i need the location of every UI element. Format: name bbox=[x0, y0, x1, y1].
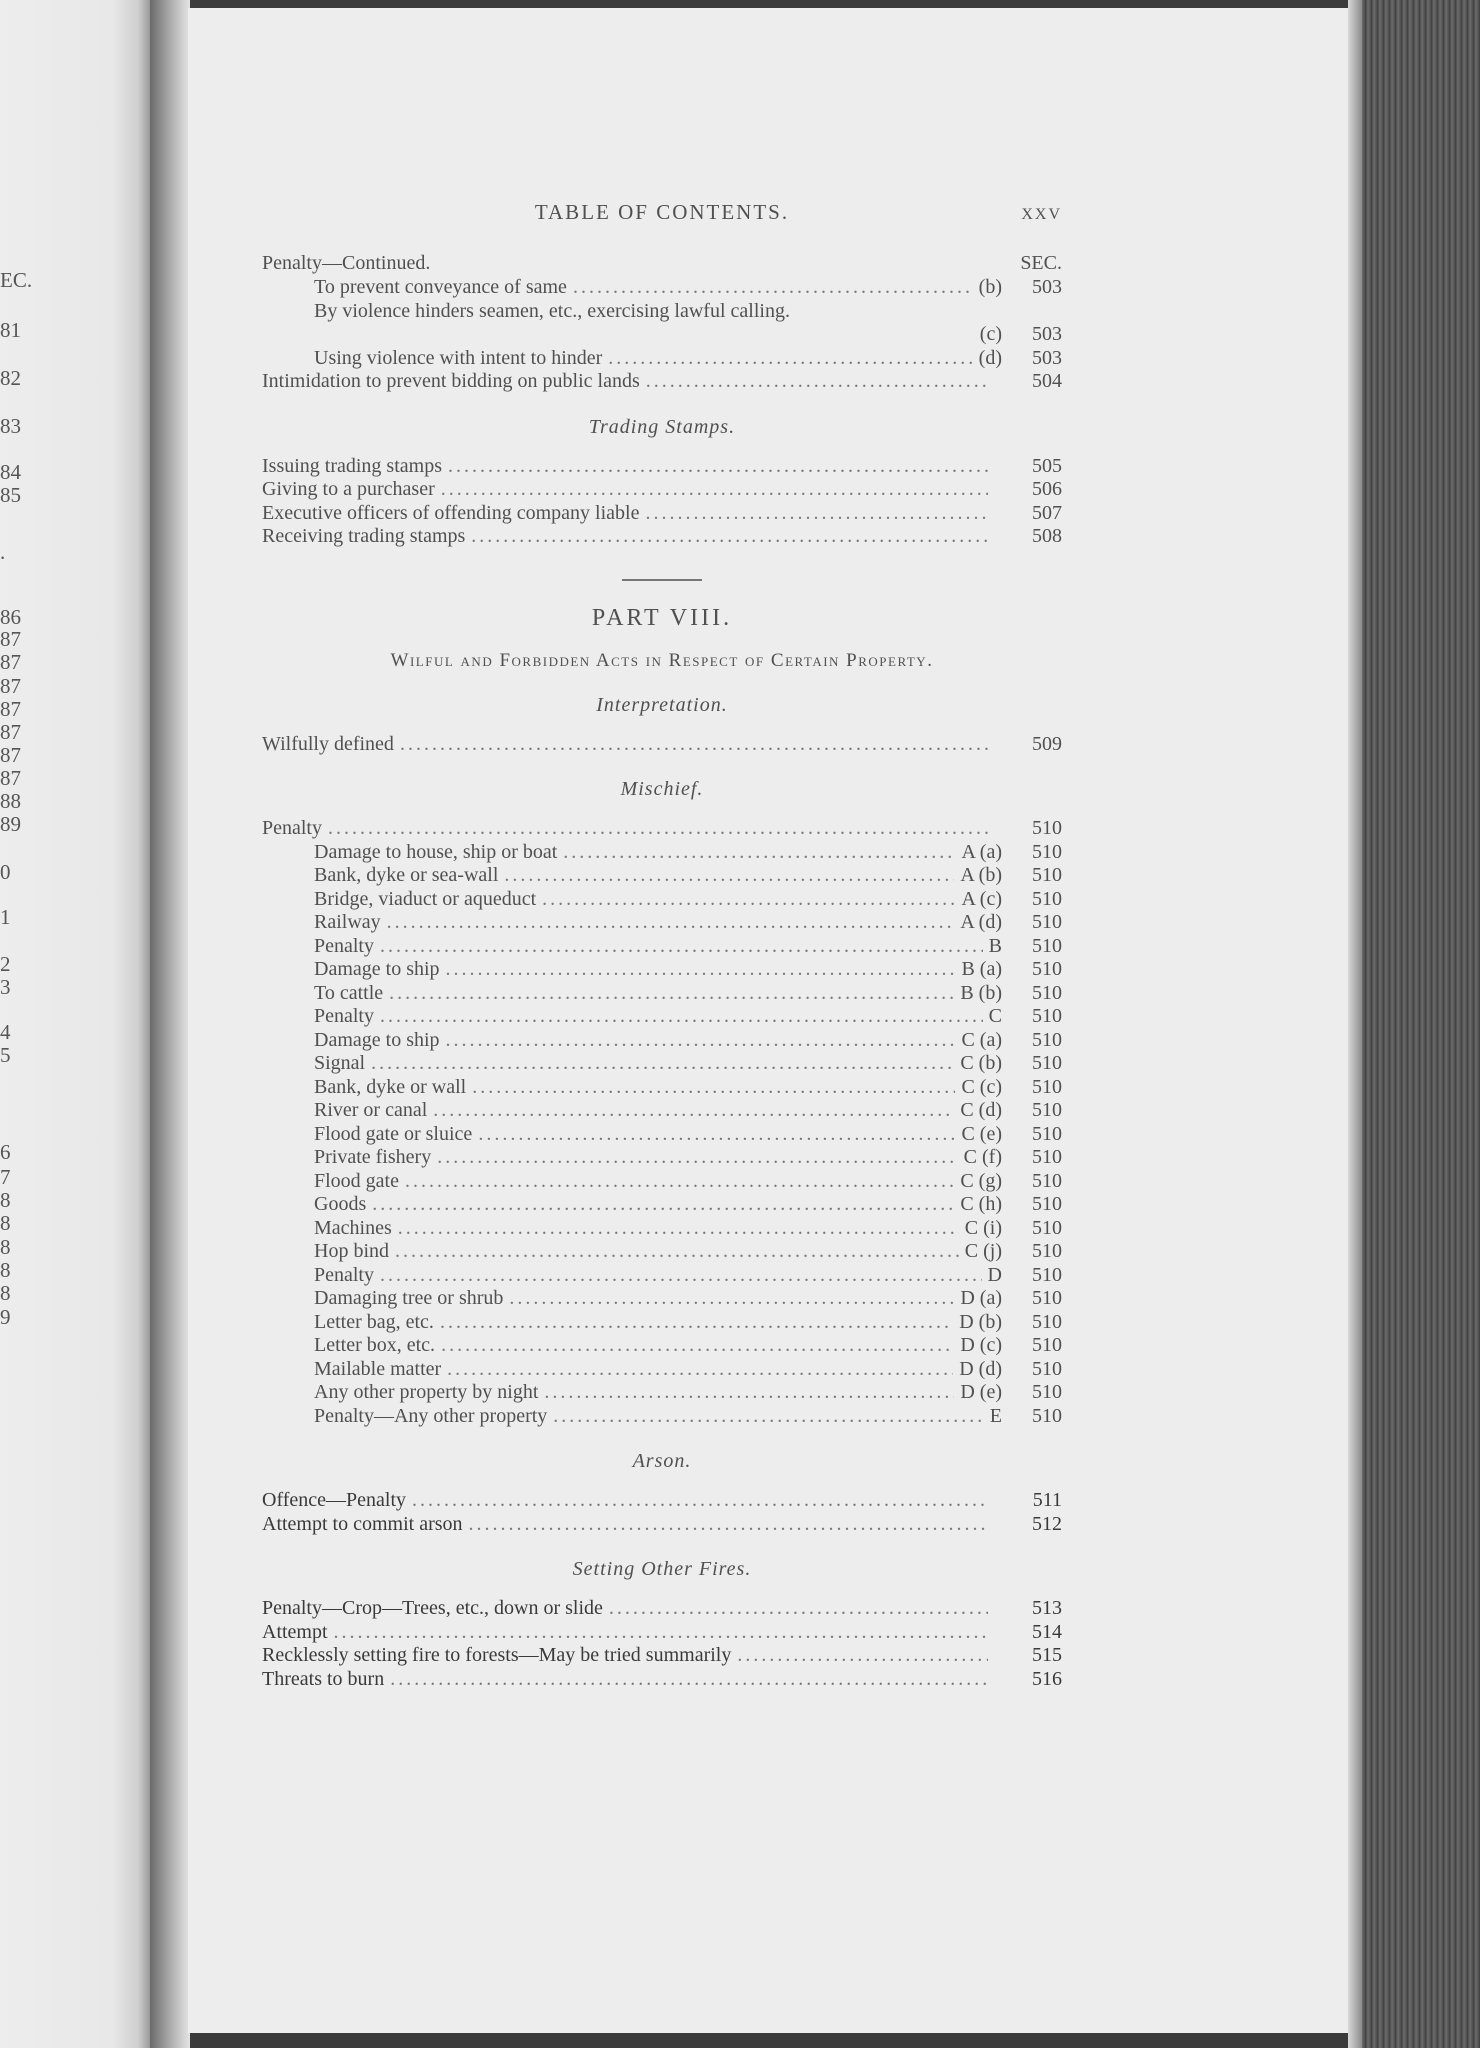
toc-entry-section-number: 510 bbox=[1032, 981, 1062, 1004]
toc-entry-section-number: 508 bbox=[1032, 525, 1062, 547]
leader-dots bbox=[440, 1311, 953, 1334]
leader-dots bbox=[380, 1264, 982, 1287]
toc-entry-label: Any other property by night bbox=[314, 1381, 539, 1403]
left-page-number: EC. bbox=[0, 268, 33, 292]
toc-entry-label: Bank, dyke or sea-wall bbox=[314, 864, 499, 886]
toc-entry bbox=[262, 1005, 1062, 1029]
toc-entry-label: Penalty bbox=[314, 934, 374, 957]
part-subtitle: Wilful and Forbidden Acts in Respect of Certain Property. bbox=[390, 649, 934, 671]
toc-entry bbox=[262, 323, 1062, 347]
toc-entry-subsection: C (j) bbox=[964, 1240, 1002, 1262]
toc-entry bbox=[262, 1146, 1062, 1170]
toc-entry-section-number: 516 bbox=[1032, 1667, 1062, 1690]
toc-entry-section-number: 513 bbox=[1032, 1597, 1062, 1619]
toc-entry-section-number: 510 bbox=[1032, 1193, 1062, 1215]
leader-dots bbox=[737, 1644, 988, 1667]
leader-dots bbox=[446, 1029, 956, 1052]
toc-entry bbox=[262, 1621, 1062, 1645]
toc-entry-label: Executive officers of offending company liable bbox=[262, 501, 640, 524]
leader-dots bbox=[441, 478, 988, 501]
toc-entry-subsection: C (i) bbox=[964, 1216, 1002, 1239]
toc-entry-label: Signal bbox=[314, 1052, 366, 1074]
left-page-number: 87 bbox=[0, 743, 21, 767]
left-page-number: 0 bbox=[0, 860, 11, 884]
toc-entry-label: Wilfully defined bbox=[262, 732, 394, 755]
toc-entry-section-number: 507 bbox=[1032, 501, 1062, 524]
left-page-margin bbox=[0, 0, 150, 2048]
left-page-number: 6 bbox=[0, 1140, 11, 1164]
toc-entry-label: To cattle bbox=[314, 981, 384, 1004]
left-page-number: 83 bbox=[0, 414, 21, 438]
left-page-number: 87 bbox=[0, 766, 21, 790]
toc-entry bbox=[262, 1489, 1062, 1513]
toc-entry-subsection: C (a) bbox=[961, 1028, 1002, 1051]
toc-entry-label: Goods bbox=[314, 1193, 367, 1215]
leader-dots bbox=[563, 841, 955, 864]
left-page-number: 85 bbox=[0, 483, 21, 507]
left-page-number: 2 bbox=[0, 952, 11, 976]
leader-dots bbox=[448, 455, 988, 478]
section-divider bbox=[622, 579, 702, 581]
toc-entry-section-number: 510 bbox=[1032, 1099, 1062, 1121]
toc-entry bbox=[262, 958, 1062, 982]
toc-entry bbox=[262, 525, 1062, 549]
toc-entry-label: Damage to ship bbox=[314, 1028, 440, 1051]
toc-entry-label: Letter bag, etc. bbox=[314, 1310, 434, 1333]
toc-entry-section-number: 510 bbox=[1032, 1146, 1062, 1168]
toc-entry bbox=[262, 1170, 1062, 1194]
left-page-number: 1 bbox=[0, 905, 11, 929]
toc-entry-subsection: A (a) bbox=[961, 840, 1002, 863]
page-number: XXV bbox=[1021, 206, 1062, 223]
trading-stamps-list bbox=[262, 455, 1062, 549]
leader-dots bbox=[608, 347, 972, 370]
toc-entry-subsection: B (b) bbox=[960, 981, 1002, 1004]
left-page-number: 8 bbox=[0, 1211, 11, 1235]
toc-entry-section-number: 504 bbox=[1032, 370, 1062, 392]
toc-entry bbox=[262, 478, 1062, 502]
leader-dots bbox=[441, 1334, 954, 1357]
arson-list bbox=[262, 1489, 1062, 1536]
toc-entry-label: Mailable matter bbox=[314, 1357, 442, 1380]
leader-dots bbox=[469, 1513, 988, 1536]
left-page-number: 87 bbox=[0, 697, 21, 721]
toc-entry bbox=[262, 1217, 1062, 1241]
toc-entry-section-number: 510 bbox=[1032, 840, 1062, 863]
leader-dots bbox=[334, 1621, 988, 1644]
toc-entry-section-number: 510 bbox=[1032, 958, 1062, 980]
toc-entry-label: Damaging tree or shrub bbox=[314, 1287, 504, 1309]
toc-entry-section-number: 510 bbox=[1032, 1052, 1062, 1074]
toc-entry-subsection: D (d) bbox=[959, 1357, 1002, 1380]
toc-entry-label: Attempt bbox=[262, 1620, 328, 1643]
toc-entry bbox=[262, 841, 1062, 865]
leader-dots bbox=[471, 525, 988, 548]
toc-entry-subsection: C (g) bbox=[960, 1169, 1002, 1192]
toc-entry bbox=[262, 817, 1062, 841]
left-page-number: 8 bbox=[0, 1188, 11, 1212]
left-page-number: 88 bbox=[0, 789, 21, 813]
toc-entry-section-number: 514 bbox=[1032, 1620, 1062, 1643]
toc-entry-section-number: 510 bbox=[1032, 911, 1062, 933]
toc-entry-label: Flood gate bbox=[314, 1169, 399, 1192]
toc-entry-subsection: D (a) bbox=[960, 1287, 1002, 1309]
section-heading-trading-stamps: Trading Stamps. bbox=[588, 415, 736, 438]
toc-entry-section-number: 510 bbox=[1032, 934, 1062, 957]
toc-entry-label: Private fishery bbox=[314, 1146, 432, 1168]
toc-entry-subsection: (d) bbox=[978, 346, 1002, 369]
toc-entry-label: Flood gate or sluice bbox=[314, 1122, 473, 1145]
toc-entry-section-number: 510 bbox=[1032, 1287, 1062, 1309]
leader-dots bbox=[398, 1217, 959, 1240]
leader-dots bbox=[372, 1193, 954, 1216]
toc-entry-subsection: D (e) bbox=[960, 1381, 1002, 1403]
toc-entry-label: Hop bind bbox=[314, 1240, 389, 1262]
toc-entry-label: Offence—Penalty bbox=[262, 1489, 407, 1511]
toc-entry-subsection: C (c) bbox=[961, 1075, 1002, 1098]
section-heading-setting-other-fires: Setting Other Fires. bbox=[572, 1558, 752, 1580]
leader-dots bbox=[553, 1405, 984, 1428]
toc-entry-label: Penalty—Any other property bbox=[314, 1404, 548, 1427]
section-heading-mischief: Mischief. bbox=[620, 778, 704, 800]
toc-entry-section-number: 510 bbox=[1032, 1381, 1062, 1403]
toc-entry-label: To prevent conveyance of same bbox=[314, 276, 567, 298]
toc-entry-subsection: C (h) bbox=[960, 1193, 1002, 1215]
toc-entry-label: Giving to a purchaser bbox=[262, 478, 435, 500]
toc-entry-section-number: 510 bbox=[1032, 1028, 1062, 1051]
setting-other-fires-list bbox=[262, 1597, 1062, 1691]
toc-entry-section-number: 515 bbox=[1032, 1644, 1062, 1666]
toc-entry-label: Recklessly setting fire to forests—May be tried summarily bbox=[262, 1644, 732, 1666]
toc-entry-section-number: 511 bbox=[1032, 1489, 1062, 1511]
toc-entry-section-number: 510 bbox=[1032, 1122, 1062, 1145]
toc-entry-label: Threats to burn bbox=[262, 1667, 385, 1690]
toc-entry-label: Penalty bbox=[314, 1263, 374, 1286]
toc-entry-section-number: 510 bbox=[1032, 1075, 1062, 1098]
toc-entry-subsection: D bbox=[987, 1263, 1002, 1286]
toc-entry-label: Penalty bbox=[314, 1005, 374, 1027]
toc-entry bbox=[262, 1076, 1062, 1100]
toc-entry-subsection: C (b) bbox=[960, 1052, 1002, 1074]
page-edges bbox=[1348, 0, 1480, 2048]
left-page-number: 8 bbox=[0, 1281, 11, 1305]
toc-entry bbox=[262, 1513, 1062, 1537]
toc-entry-section-number: 510 bbox=[1032, 1169, 1062, 1192]
continued-label: Penalty—Continued. bbox=[262, 252, 431, 274]
toc-entry-section-number: 510 bbox=[1032, 1357, 1062, 1380]
left-page-number: 5 bbox=[0, 1043, 11, 1067]
left-page-number: 9 bbox=[0, 1305, 11, 1329]
toc-entry-subsection: D (c) bbox=[960, 1334, 1002, 1356]
toc-entry-section-number: 509 bbox=[1032, 732, 1062, 755]
toc-entry-section-number: 510 bbox=[1032, 887, 1062, 910]
toc-entry bbox=[262, 1668, 1062, 1692]
left-page-number: 87 bbox=[0, 627, 21, 651]
left-page-number: 86 bbox=[0, 605, 21, 629]
leader-dots bbox=[544, 1381, 954, 1404]
page-header bbox=[262, 200, 1062, 240]
leader-dots bbox=[387, 911, 955, 934]
toc-entry-subsection: C (d) bbox=[960, 1099, 1002, 1121]
toc-entry-section-number: 510 bbox=[1032, 1005, 1062, 1027]
toc-entry-subsection: D (b) bbox=[959, 1310, 1002, 1333]
left-page-number: 87 bbox=[0, 674, 21, 698]
leader-dots bbox=[542, 888, 955, 911]
toc-entry-label: Damage to house, ship or boat bbox=[314, 840, 558, 863]
leader-dots bbox=[412, 1489, 988, 1512]
toc-entry-section-number: 503 bbox=[1032, 346, 1062, 369]
leader-dots bbox=[400, 733, 988, 756]
toc-entry bbox=[262, 1287, 1062, 1311]
toc-entry-subsection: B bbox=[988, 934, 1002, 957]
toc-entry-subsection: A (b) bbox=[960, 864, 1002, 886]
toc-entry-subsection: C (f) bbox=[963, 1146, 1002, 1168]
left-page-number: 7 bbox=[0, 1165, 11, 1189]
leader-dots bbox=[646, 370, 988, 393]
leader-dots bbox=[433, 1099, 954, 1122]
leader-dots bbox=[609, 1597, 988, 1620]
toc-entry bbox=[262, 1334, 1062, 1358]
leader-dots bbox=[478, 1123, 955, 1146]
toc-entry bbox=[262, 1311, 1062, 1335]
toc-entry-section-number: 510 bbox=[1032, 864, 1062, 886]
toc-entry bbox=[262, 1029, 1062, 1053]
toc-entry-label: Using violence with intent to hinder bbox=[314, 346, 603, 369]
leader-dots bbox=[446, 958, 956, 981]
section-heading-arson: Arson. bbox=[632, 1450, 692, 1472]
toc-entry-section-number: 512 bbox=[1032, 1512, 1062, 1535]
leader-dots bbox=[645, 502, 988, 525]
toc-entry-label: Attempt to commit arson bbox=[262, 1512, 463, 1535]
toc-entry-label: Railway bbox=[314, 911, 381, 933]
left-page-number: 89 bbox=[0, 812, 21, 836]
toc-entry bbox=[262, 1644, 1062, 1668]
toc-entry-section-number: 510 bbox=[1032, 1263, 1062, 1286]
toc-entry bbox=[262, 888, 1062, 912]
toc-entry-subsection: A (d) bbox=[960, 911, 1002, 933]
toc-entry-label: Bank, dyke or wall bbox=[314, 1075, 467, 1098]
toc-entry bbox=[262, 911, 1062, 935]
left-page-number: . bbox=[0, 540, 6, 564]
left-page-number: 81 bbox=[0, 318, 21, 342]
toc-entry bbox=[262, 1597, 1062, 1621]
toc-entry-label: Issuing trading stamps bbox=[262, 454, 442, 477]
leader-dots bbox=[371, 1052, 954, 1075]
leader-dots bbox=[389, 982, 954, 1005]
leader-dots bbox=[437, 1146, 957, 1169]
toc-entry bbox=[262, 1052, 1062, 1076]
toc-entry-section-number: 510 bbox=[1032, 1334, 1062, 1356]
toc-entry-section-number: 505 bbox=[1032, 454, 1062, 477]
toc-entry-label: Intimidation to prevent bidding on public lands bbox=[262, 370, 640, 392]
toc-entry-section-number: 510 bbox=[1032, 1404, 1062, 1427]
toc-entry bbox=[262, 1123, 1062, 1147]
leader-dots bbox=[405, 1170, 954, 1193]
sec-column-header: SEC. bbox=[1020, 252, 1062, 274]
leader-dots bbox=[573, 276, 973, 299]
section-heading-interpretation: Interpretation. bbox=[596, 693, 728, 716]
left-page-number: 4 bbox=[0, 1020, 11, 1044]
leader-dots bbox=[447, 1358, 953, 1381]
toc-entry-label: Bridge, viaduct or aqueduct bbox=[314, 887, 537, 910]
toc-entry bbox=[262, 1405, 1062, 1429]
continued-header bbox=[262, 252, 1062, 276]
toc-entry bbox=[262, 1381, 1062, 1405]
mischief-list bbox=[262, 817, 1062, 1428]
toc-entry-wrap: By violence hinders seamen, etc., exercising lawful calling. bbox=[314, 299, 790, 322]
toc-entry-subsection: (b) bbox=[978, 276, 1002, 298]
toc-entry bbox=[262, 733, 1062, 757]
left-page-number: 3 bbox=[0, 975, 11, 999]
toc-entry bbox=[262, 455, 1062, 479]
left-page-number: 87 bbox=[0, 650, 21, 674]
toc-entry bbox=[262, 1240, 1062, 1264]
toc-entry bbox=[262, 276, 1062, 300]
toc-entry bbox=[262, 1358, 1062, 1382]
toc-entry-section-number: 503 bbox=[1032, 276, 1062, 298]
toc-entry-label: Penalty—Crop—Trees, etc., down or slide bbox=[262, 1597, 603, 1619]
toc-entry-label: Machines bbox=[314, 1216, 392, 1239]
part-title: PART VIII. bbox=[591, 604, 733, 631]
toc-entry-section-number: 506 bbox=[1032, 478, 1062, 500]
toc-entry-label: River or canal bbox=[314, 1099, 428, 1121]
toc-entry-section-number: 510 bbox=[1032, 1216, 1062, 1239]
toc-entry bbox=[262, 982, 1062, 1006]
table-of-contents bbox=[262, 200, 1062, 1691]
toc-entry-label: Damage to ship bbox=[314, 958, 440, 980]
toc-entry bbox=[262, 1264, 1062, 1288]
left-page-number: 84 bbox=[0, 460, 21, 484]
toc-entry-section-number: 510 bbox=[1032, 1240, 1062, 1262]
left-page-number: 8 bbox=[0, 1235, 11, 1259]
leader-dots bbox=[395, 1240, 959, 1263]
leader-dots bbox=[380, 1005, 983, 1028]
leader-dots bbox=[380, 935, 983, 958]
toc-entry bbox=[262, 864, 1062, 888]
toc-entry bbox=[262, 347, 1062, 371]
toc-entry bbox=[262, 502, 1062, 526]
penalty-continued-list bbox=[262, 276, 1062, 394]
running-head: TABLE OF CONTENTS. bbox=[534, 200, 790, 224]
toc-entry-subsection: C bbox=[988, 1005, 1002, 1027]
toc-entry bbox=[262, 1193, 1062, 1217]
leader-dots bbox=[504, 864, 954, 887]
toc-entry-subsection: E bbox=[989, 1404, 1002, 1427]
toc-entry-section-number: 510 bbox=[1032, 817, 1062, 839]
left-page-number: 82 bbox=[0, 366, 21, 390]
leader-dots bbox=[390, 1668, 988, 1691]
left-page-number: 87 bbox=[0, 720, 21, 744]
toc-entry-section-number: 503 bbox=[1032, 323, 1062, 345]
toc-entry-section-number: 510 bbox=[1032, 1310, 1062, 1333]
toc-entry-subsection: (c) bbox=[979, 323, 1002, 345]
toc-entry-label: Receiving trading stamps bbox=[262, 525, 466, 547]
toc-entry-subsection: C (e) bbox=[961, 1122, 1002, 1145]
toc-entry-subsection: B (a) bbox=[961, 958, 1002, 980]
leader-dots bbox=[509, 1287, 954, 1310]
interpretation-list bbox=[262, 733, 1062, 757]
toc-entry bbox=[262, 1099, 1062, 1123]
book-gutter bbox=[150, 0, 190, 2048]
left-page-number: 8 bbox=[0, 1258, 11, 1282]
toc-entry-subsection: A (c) bbox=[961, 887, 1002, 910]
toc-entry-label: Letter box, etc. bbox=[314, 1334, 436, 1356]
toc-entry bbox=[262, 935, 1062, 959]
leader-dots bbox=[328, 817, 988, 840]
toc-entry bbox=[262, 370, 1062, 394]
leader-dots bbox=[472, 1076, 955, 1099]
toc-entry-label: Penalty bbox=[262, 817, 322, 839]
